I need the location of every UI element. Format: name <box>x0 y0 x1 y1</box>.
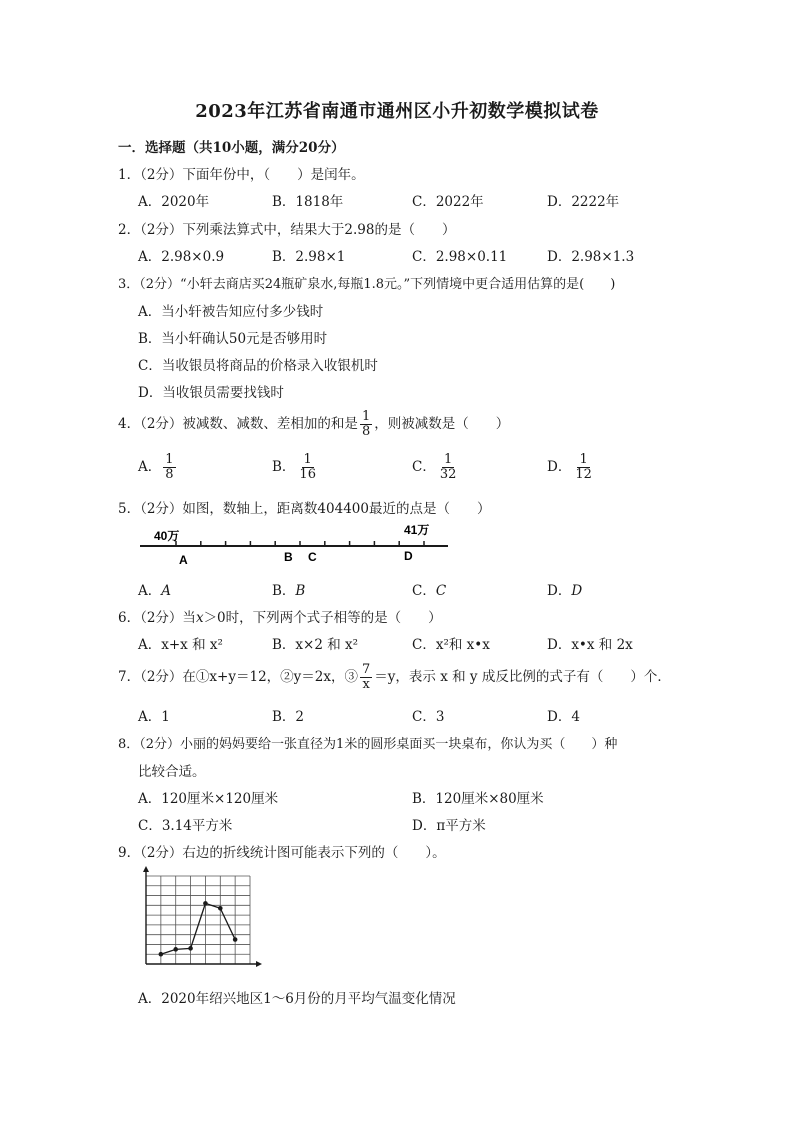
chart-x-axis-arrow <box>256 961 262 967</box>
question-3-stem: 3．（2分）“小轩去商店买24瓶矿泉水,每瓶1.8元。”下列情境中更合适用估算的是( ) <box>118 277 616 292</box>
fraction-numerator: 7 <box>362 662 371 677</box>
q4-stem-text-end: ，则被减数是（ ） <box>374 416 510 432</box>
q5-option-b <box>272 579 305 599</box>
fraction-denominator: 8 <box>361 424 371 439</box>
q4-option-b <box>272 453 320 482</box>
q8-option-d: D．π平方米 <box>412 818 486 834</box>
number-line-point-c: C <box>308 550 317 564</box>
fraction-numerator: 1 <box>165 452 174 467</box>
line-chart <box>138 866 263 974</box>
question-8-stem-line-2: 比较合适。 <box>138 764 206 780</box>
option-value: A <box>161 583 171 599</box>
q6-stem-variable: x <box>195 610 204 626</box>
chart-grid <box>146 876 250 964</box>
number-line-label-left: 40万 <box>154 529 180 543</box>
question-6-stem <box>118 606 442 626</box>
number-line-point-d: D <box>404 549 413 563</box>
option-fraction <box>297 453 318 482</box>
number-line-point-a: A <box>179 553 188 567</box>
option-label: A． <box>138 459 162 475</box>
fraction-denominator: 32 <box>439 467 457 482</box>
q8-option-a: A．120厘米×120厘米 <box>138 791 279 807</box>
q9-option-a: A．2020年绍兴地区1～6月份的月平均气温变化情况 <box>138 991 456 1007</box>
q1-option-c: C．2022年 <box>412 194 484 210</box>
fraction-numerator: 1 <box>443 452 453 467</box>
chart-data-point <box>159 952 164 957</box>
question-1-stem: 1．（2分）下面年份中，（ ）是闰年。 <box>118 167 365 183</box>
option-value: D <box>571 583 583 599</box>
question-4-stem <box>118 410 509 439</box>
q3-option-a: A．当小轩被告知应付多少钱时 <box>138 304 324 320</box>
chart-series-line <box>161 903 235 954</box>
number-line-figure <box>138 520 452 570</box>
q3-option-c: C．当收银员将商品的价格录入收银机时 <box>138 358 378 374</box>
q1-option-b: B．1818年 <box>272 194 344 210</box>
fraction-denominator: 16 <box>299 467 316 482</box>
option-value: B <box>295 583 306 599</box>
q1-option-d: D．2222年 <box>547 194 620 210</box>
q5-option-d <box>547 579 582 599</box>
question-8-stem-line-1: 8．（2分）小丽的妈妈要给一张直径为1米的圆形桌面买一块桌布，你认为买（ ）种 <box>118 737 618 752</box>
chart-data-point <box>173 947 178 952</box>
q7-stem-text-end: ＝y，表示 x 和 y 成反比例的式子有（ ）个． <box>374 669 671 685</box>
option-label: A． <box>138 583 162 599</box>
fraction-denominator: 8 <box>165 467 174 482</box>
q4-option-d <box>547 453 596 482</box>
fraction-numerator: 1 <box>361 409 371 424</box>
option-label: C． <box>412 583 436 599</box>
question-2-stem: 2．（2分）下列乘法算式中，结果大于2.98的是（ ） <box>118 222 456 238</box>
q7-stem-fraction <box>360 663 372 692</box>
q7-option-b: B．2 <box>272 709 305 725</box>
option-fraction <box>438 453 459 482</box>
chart-data-point <box>188 946 193 951</box>
q4-stem-text: 4．（2分）被减数、减数、差相加的和是 <box>118 416 358 432</box>
q3-option-b: B．当小轩确认50元是否够用时 <box>138 331 328 347</box>
q4-option-c <box>412 453 460 482</box>
q2-option-d: D．2.98×1.3 <box>547 249 635 265</box>
number-line-point-b: B <box>284 550 293 564</box>
q6-option-d: D．x•x 和 2x <box>547 637 633 653</box>
q2-option-c: C．2.98×0.11 <box>412 249 508 265</box>
q6-stem-text: 6．（2分）当 <box>118 610 196 626</box>
option-label: B． <box>272 583 296 599</box>
question-7-stem <box>118 663 671 692</box>
q5-option-a <box>138 579 171 599</box>
option-fraction <box>163 453 175 482</box>
q2-option-a: A．2.98×0.9 <box>138 249 225 265</box>
q7-option-c: C．3 <box>412 709 445 725</box>
q8-option-b: B．120厘米×80厘米 <box>412 791 544 807</box>
q6-option-a: A．x+x 和 x² <box>138 637 223 653</box>
q2-option-b: B．2.98×1 <box>272 249 346 265</box>
q6-stem-text-end: ＞0时，下列两个式子相等的是（ ） <box>203 610 442 626</box>
question-5-stem: 5．（2分）如图，数轴上，距离数404400最近的点是（ ） <box>118 501 491 517</box>
q7-option-d: D．4 <box>547 709 580 725</box>
q8-option-c: C．3.14平方米 <box>138 818 233 834</box>
option-fraction <box>573 453 594 482</box>
fraction-denominator: 12 <box>575 467 592 482</box>
q4-stem-fraction <box>360 410 372 439</box>
chart-data-point <box>233 937 238 942</box>
chart-y-axis-arrow <box>143 866 149 872</box>
q4-option-a <box>138 453 178 482</box>
fraction-numerator: 1 <box>579 452 588 467</box>
chart-series <box>159 901 238 956</box>
q7-stem-text: 7．（2分）在①x+y＝12，②y＝2x，③ <box>118 669 358 685</box>
question-9-stem: 9．（2分）右边的折线统计图可能表示下列的（ ）。 <box>118 845 446 861</box>
option-label: B． <box>272 459 296 475</box>
option-label: C． <box>412 459 436 475</box>
chart-data-point <box>218 906 223 911</box>
q5-option-c <box>412 579 446 599</box>
fraction-numerator: 1 <box>303 452 312 467</box>
q7-option-a: A．1 <box>138 709 170 725</box>
option-value: C <box>435 583 447 599</box>
q1-option-a: A．2020年 <box>138 194 210 210</box>
chart-data-point <box>203 901 208 906</box>
option-label: D． <box>547 459 572 475</box>
page-title: 2023年江苏省南通市通州区小升初数学模拟试卷 <box>195 101 599 122</box>
q6-option-b: B．x×2 和 x² <box>272 637 359 653</box>
q6-option-c: C．x²和 x•x <box>412 637 490 653</box>
section-heading: 一．选择题（共10小题，满分20分） <box>118 140 345 156</box>
fraction-denominator: x <box>362 677 370 692</box>
option-label: D． <box>547 583 572 599</box>
q3-option-d: D．当收银员需要找钱时 <box>138 385 284 401</box>
number-line-label-right: 41万 <box>404 523 430 537</box>
